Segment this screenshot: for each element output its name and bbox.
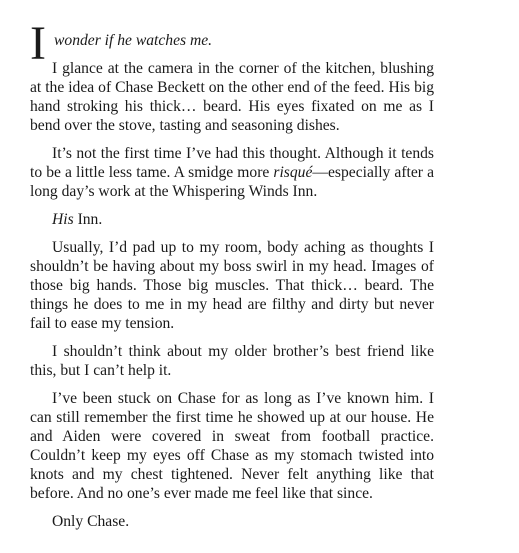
paragraph-1: I glance at the camera in the corner of the kitchen, blushing at the idea of Chase Beckett on the other end of the feed. His big hand stroking his thick… beard. His eyes fixated on me as I bend over the stove, tasting and seasoning dishes. — [30, 60, 434, 134]
paragraph-5: I shouldn’t think about my older brother’s best friend like this, but I can’t help it. — [30, 343, 434, 379]
paragraph-2 — [30, 144, 434, 201]
paragraph-3-italic: His — [52, 211, 74, 228]
paragraph-7: Only Chase. — [52, 513, 130, 530]
book-page — [30, 17, 434, 540]
paragraph-2-italic: risqué — [273, 164, 313, 181]
drop-cap: I — [30, 17, 46, 70]
paragraph-2-text-a: It’s not the first time I’ve had this thought. Although it tends to be a little less tame. A smidge more — [30, 145, 434, 181]
chapter-opening — [30, 17, 434, 70]
paragraph-3 — [30, 210, 434, 229]
paragraph-3-text: Inn. — [73, 211, 103, 228]
opening-line: wonder if he watches me. — [54, 32, 213, 49]
paragraph-4: Usually, I’d pad up to my room, body aching as thoughts I shouldn’t be having about my boss swirl in my head. Images of those big hands. Those big muscles. That thick… beard. The things he does to me in my head are filthy and dirty but never fail to ease my tension. — [30, 239, 434, 332]
paragraph-2-text-b: —especially after a long day’s work at the Whispering Winds Inn. — [30, 164, 434, 200]
paragraph-6: I’ve been stuck on Chase for as long as I’ve known him. I can still remember the first time he showed up at our house. He and Aiden were covered in sweat from football practice. Couldn’t keep my eyes off Chase as my stomach twisted into knots and my chest tightened. Never felt anything like that before. And no one’s ever made me feel like that since. — [30, 390, 434, 502]
